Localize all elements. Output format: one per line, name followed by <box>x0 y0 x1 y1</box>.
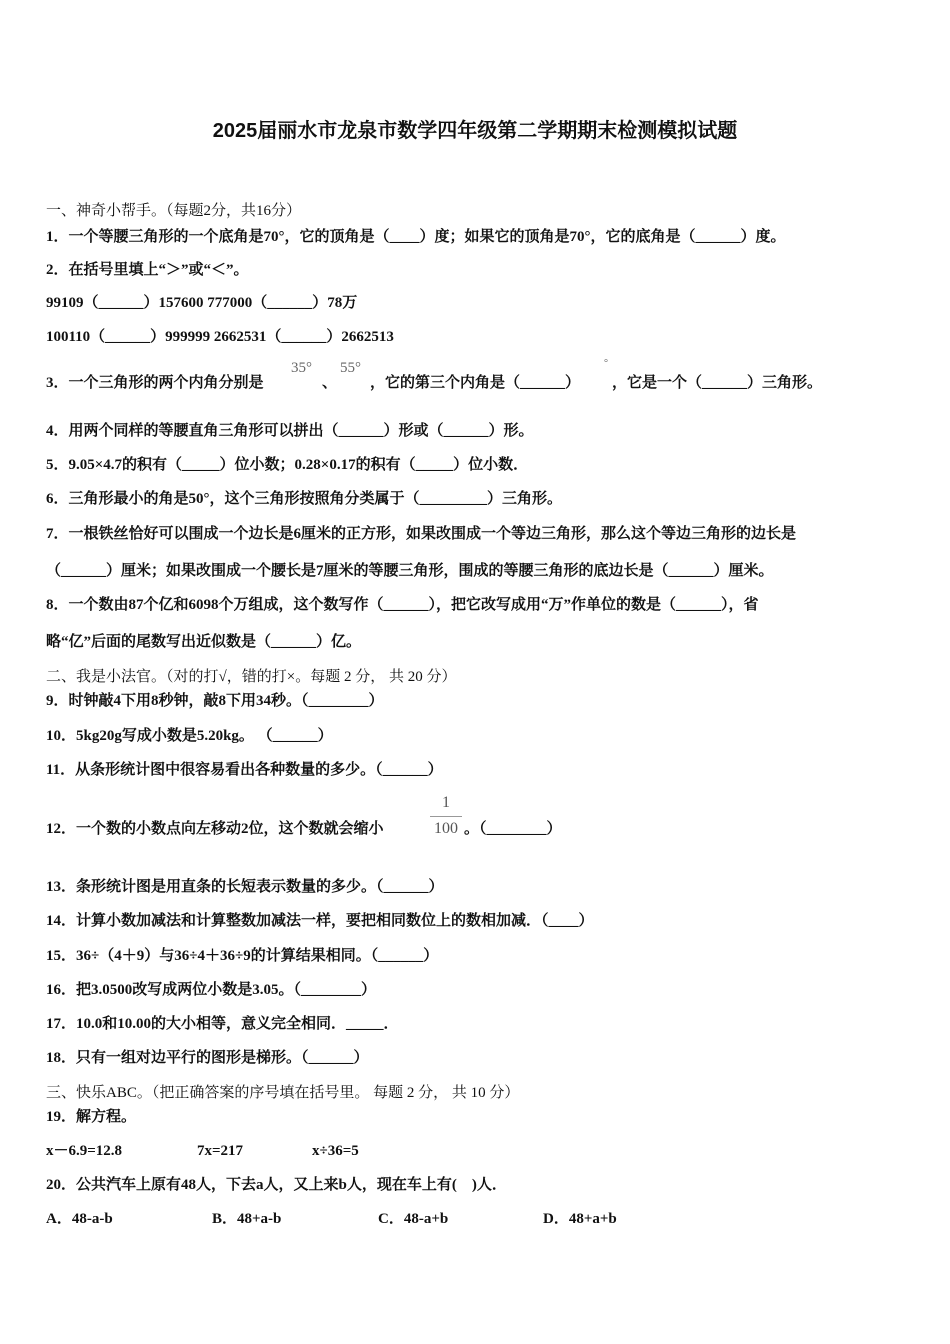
fraction-bar <box>430 816 462 817</box>
equation-3: x÷36=5 <box>312 1143 359 1159</box>
question-8-line-1: 8．一个数由87个亿和6098个万组成，这个数写作（______），把它改写成用“万”作单位的数是（______），省 <box>46 597 759 613</box>
question-1: 1．一个等腰三角形的一个底角是70°，它的顶角是（____）度；如果它的顶角是70°，它的底角是（______）度。 <box>46 229 786 245</box>
option-d: D．48+a+b <box>543 1211 617 1227</box>
question-18: 18．只有一组对边平行的图形是梯形。（______） <box>46 1050 369 1066</box>
option-b: B．48+a-b <box>212 1211 282 1227</box>
question-2-row-2: 100110（______）999999 2662531（______）2662513 <box>46 329 394 345</box>
section-2-heading: 二、我是小法官。（对的打√，错的打×。每题 2 分， 共 20 分） <box>46 669 457 685</box>
angle-separator: 、 <box>322 375 338 391</box>
option-c: C．48-a+b <box>378 1211 449 1227</box>
question-3-after: ，它是一个（______）三角形。 <box>612 375 823 391</box>
question-15: 15．36÷（4＋9）与36÷4＋36÷9的计算结果相同。（______） <box>46 948 439 964</box>
question-2-row-1: 99109（______）157600 777000（______）78万 <box>46 295 358 311</box>
question-19: 19．解方程。 <box>46 1109 137 1125</box>
option-a: A．48-a-b <box>46 1211 113 1227</box>
degree-mark: ° <box>604 358 608 369</box>
question-11: 11．从条形统计图中很容易看出各种数量的多少。（______） <box>46 762 443 778</box>
fraction-numerator: 1 <box>442 794 450 811</box>
equation-1: x－6.9=12.8 <box>46 1143 123 1159</box>
question-6: 6．三角形最小的角是50°，这个三角形按照角分类属于（_________）三角形。 <box>46 491 563 507</box>
question-20: 20．公共汽车上原有48人，下去a人，又上来b人，现在车上有( )人． <box>46 1177 507 1193</box>
question-13: 13．条形统计图是用直条的长短表示数量的多少。（______） <box>46 879 444 895</box>
section-1-heading: 一、神奇小帮手。（每题2分，共16分） <box>46 203 302 219</box>
question-5: 5．9.05×4.7的积有（_____）位小数；0.28×0.17的积有（_____）位小数． <box>46 457 529 473</box>
equation-2: 7x=217 <box>197 1143 244 1159</box>
question-2: 2．在括号里填上“＞”或“＜”。 <box>46 262 249 278</box>
angle-1: 35° <box>291 360 312 376</box>
question-3-middle: ，它的第三个内角是（______） <box>370 375 581 391</box>
page-title: 2025届丽水市龙泉市数学四年级第二学期期末检测模拟试题 <box>212 120 738 142</box>
question-9: 9．时钟敲4下用8秒钟，敲8下用34秒。（________） <box>46 693 384 709</box>
question-4: 4．用两个同样的等腰直角三角形可以拼出（______）形或（______）形。 <box>46 423 534 439</box>
section-3-heading: 三、快乐ABC。（把正确答案的序号填在括号里。 每题 2 分， 共 10 分） <box>46 1085 520 1101</box>
question-17: 17．10.0和10.00的大小相等，意义完全相同．_____． <box>46 1016 399 1032</box>
question-10: 10．5kg20g写成小数是5.20kg。 （______） <box>46 728 333 744</box>
question-8-line-2: 略“亿”后面的尾数写出近似数是（______）亿。 <box>46 634 362 650</box>
question-7-line-1: 7．一根铁丝恰好可以围成一个边长是6厘米的正方形，如果改围成一个等边三角形，那么这个等边三角形的边长是 <box>46 526 797 542</box>
question-3-before: 3．一个三角形的两个内角分别是 <box>46 375 264 391</box>
question-16: 16．把3.0500改写成两位小数是3.05。（________） <box>46 982 377 998</box>
fraction-denominator: 100 <box>434 820 458 837</box>
question-12-before: 12．一个数的小数点向左移动2位，这个数就会缩小 <box>46 821 384 837</box>
question-14: 14．计算小数加减法和计算整数加减法一样，要把相同数位上的数相加减．（____） <box>46 913 594 929</box>
question-12-after: 。（________） <box>464 821 562 837</box>
question-7-line-2: （______）厘米；如果改围成一个腰长是7厘米的等腰三角形，围成的等腰三角形的底边长是（______）厘米。 <box>46 563 774 579</box>
angle-2: 55° <box>340 360 361 376</box>
